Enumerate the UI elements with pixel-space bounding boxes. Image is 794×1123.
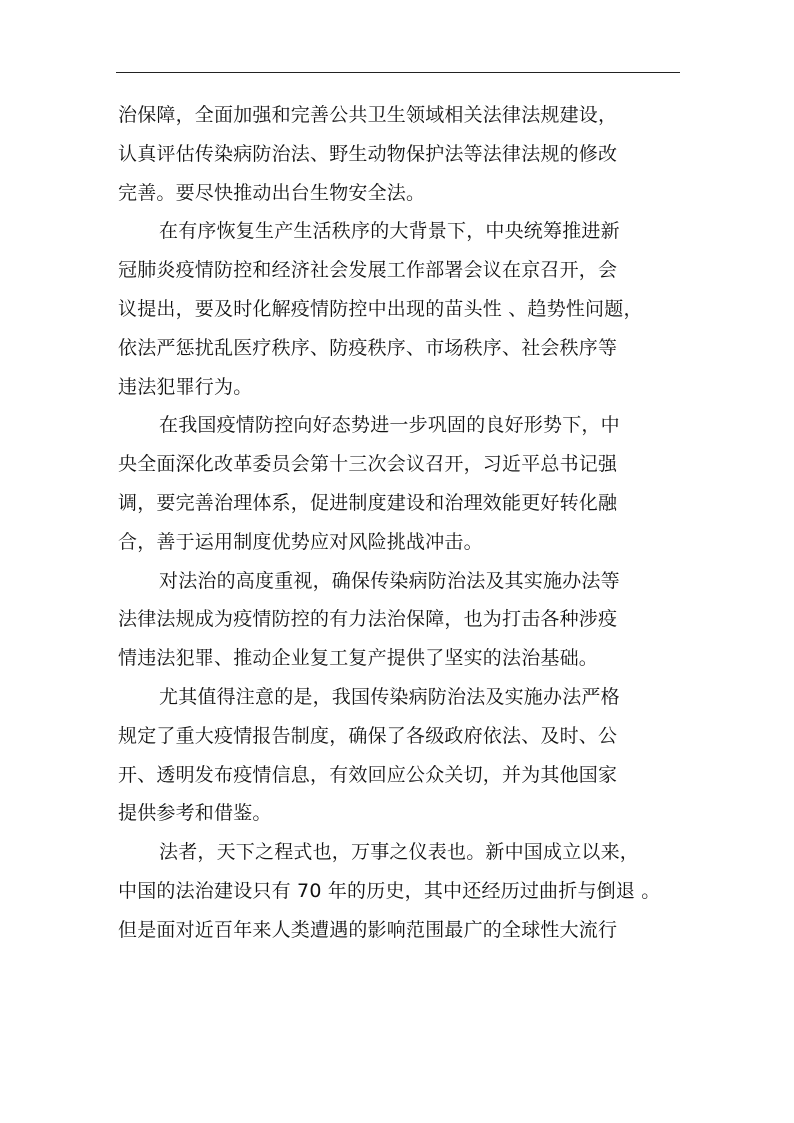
document-body <box>118 96 678 950</box>
text-line-13: 对法治的高度重视，确保传染病防治法及其实施办法等 <box>159 569 620 592</box>
text-line-7: 依法严惩扰乱医疗秩序、防疫秩序、市场秩序、社会秩序等 <box>118 336 618 359</box>
text-line-17: 规定了重大疫情报告制度，确保了各级政府依法、及时、公 <box>118 724 618 747</box>
text-line-19: 提供参考和借鉴。 <box>118 802 272 825</box>
text-line-8: 违法犯罪行为。 <box>118 375 253 398</box>
header-rule <box>116 72 680 73</box>
text-line-21: 中国的法治建设只有 70 年的历史，其中还经历过曲折与倒退 。 <box>118 879 661 902</box>
text-line-14: 法律法规成为疫情防控的有力法治保障，也为打击各种涉疫 <box>118 608 618 631</box>
text-line-11: 调，要完善治理体系，促进制度建设和治理效能更好转化融 <box>118 491 618 514</box>
text-line-1: 治保障，全面加强和完善公共卫生领域相关法律法规建设， <box>118 104 618 126</box>
text-line-12: 合，善于运用制度优势应对风险挑战冲击。 <box>118 530 483 553</box>
text-line-2: 认真评估传染病防治法、野生动物保护法等法律法规的修改 <box>118 142 618 165</box>
text-line-5: 冠肺炎疫情防控和经济社会发展工作部署会议在京召开，会 <box>118 259 618 282</box>
text-line-15: 情违法犯罪、推动企业复工复产提供了坚实的法治基础。 <box>118 647 599 670</box>
text-line-22: 但是面对近百年来人类遭遇的影响范围最广的全球性大流行 <box>118 918 618 941</box>
text-line-9: 在我国疫情防控向好态势进一步巩固的良好形势下，中 <box>159 414 620 437</box>
text-line-6: 议提出，要及时化解疫情防控中出现的苗头性 、趋势性问题， <box>118 297 643 320</box>
text-line-16: 尤其值得注意的是，我国传染病防治法及实施办法严格 <box>159 685 620 708</box>
text-line-3: 完善。要尽快推动出台生物安全法。 <box>118 181 426 204</box>
text-line-20: 法者，天下之程式也，万事之仪表也。新中国成立以来， <box>159 841 640 864</box>
text-line-18: 开、透明发布疫情信息，有效回应公众关切，并为其他国家 <box>118 763 618 786</box>
text-line-4: 在有序恢复生产生活秩序的大背景下，中央统筹推进新 <box>159 220 620 243</box>
text-line-10: 央全面深化改革委员会第十三次会议召开，习近平总书记强 <box>118 453 618 476</box>
